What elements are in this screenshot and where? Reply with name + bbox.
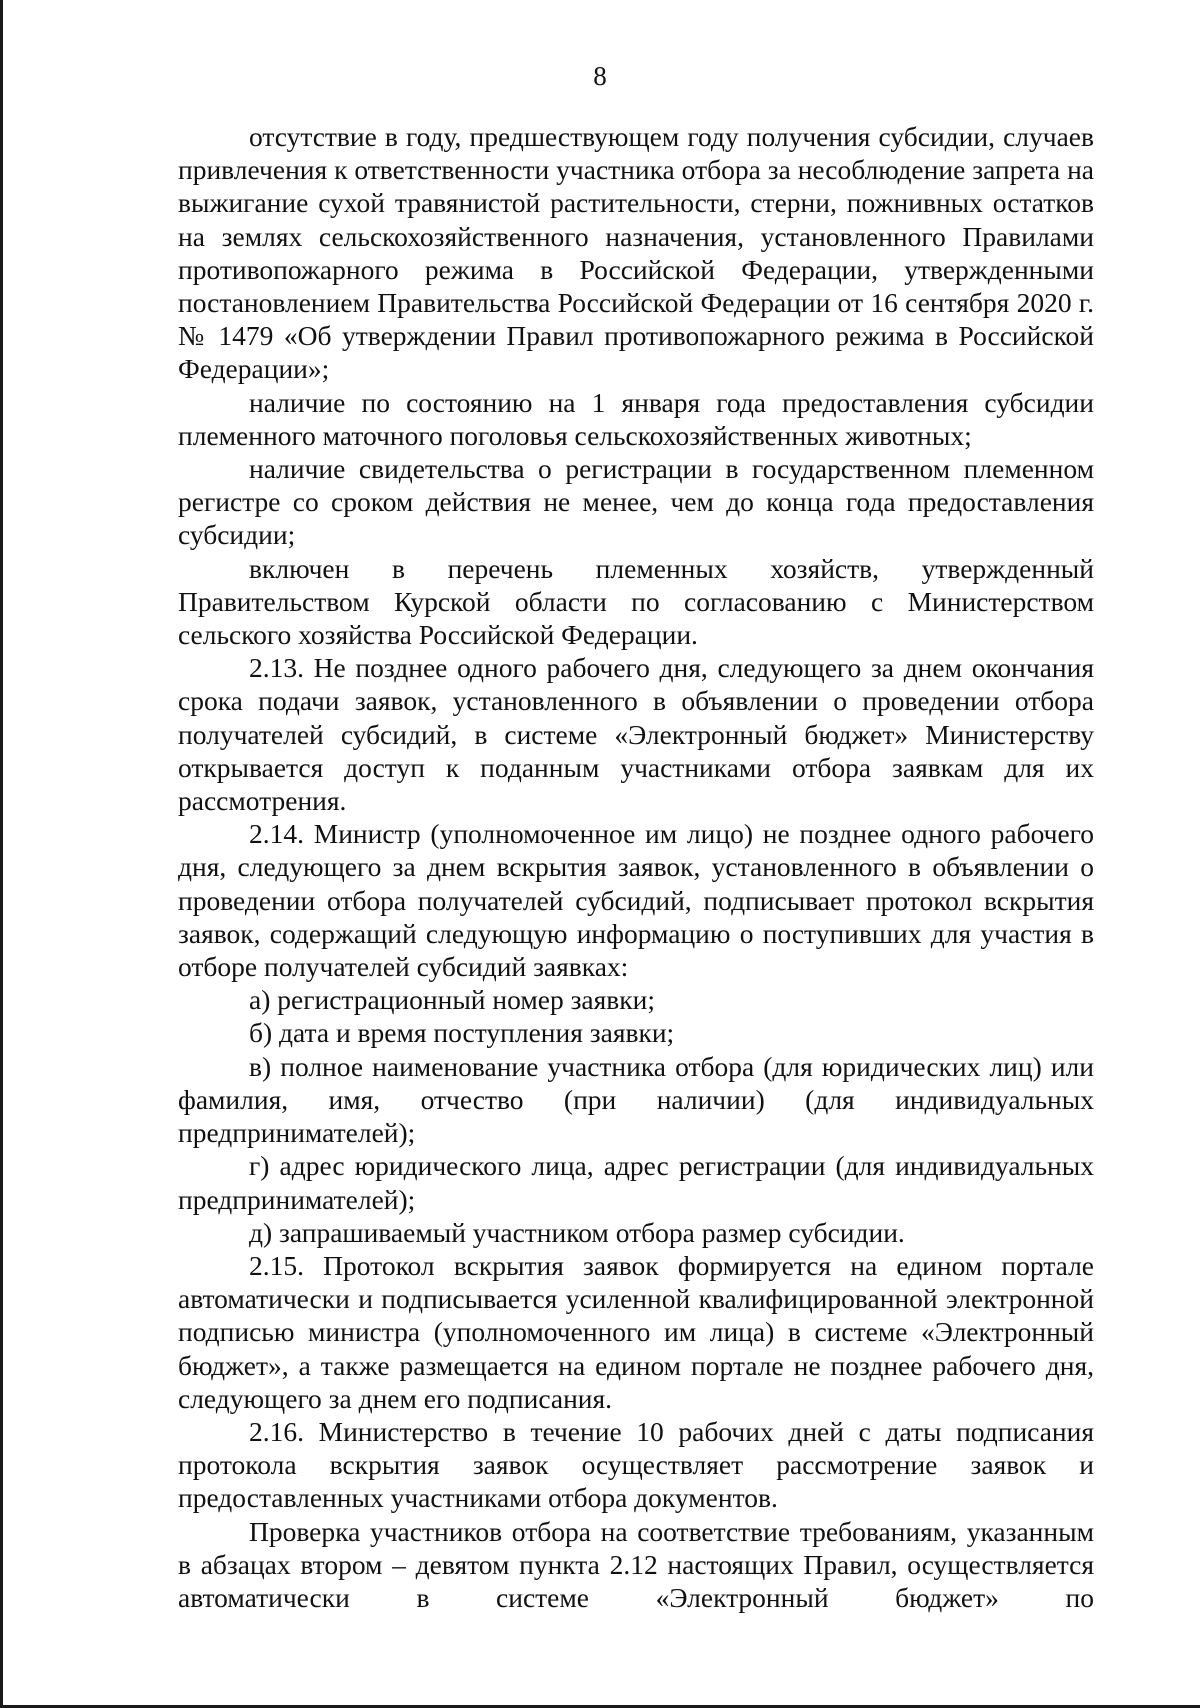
paragraph: б) дата и время поступления заявки;	[249, 1017, 675, 1049]
paragraph: наличие по состоянию на 1 января года предоставления субсидии племенного маточного поголовья сельскохозяйственных животных;	[178, 386, 1094, 451]
paragraph: 2.16. Министерство в течение 10 рабочих дней с даты подписания протокола вскрытия заявок осуществляет рассмотрение заявок и предоставленных участниками отбора документов.	[178, 1415, 1094, 1514]
paragraph: 2.13. Не позднее одного рабочего дня, следующего за днем окончания срока подачи заявок, установленного в объявлении о проведении отбора получателей субсидий, в системе «Электронный бюджет» Министерству открывается доступ к поданным участниками отбора заявкам для их рассмотрения.	[178, 652, 1094, 817]
paragraph: отсутствие в году, предшествующем году получения субсидии, случаев привлечения к ответственности участника отбора за несоблюдение запрета на выжигание сухой травянистой растительности, стерни, пожнивных остатков на землях сельскохозяйственного назначения, установленного Правилами противопожарного режима в Российской Федерации, утвержденными постановлением Правительства Российской Федерации от 16 сентября 2020 г. № 1479 «Об утверждении Правил противопожарного режима в Российской Федерации»;	[178, 121, 1094, 385]
scan-edge-left	[0, 0, 3, 1708]
paragraph: 2.15. Протокол вскрытия заявок формируется на едином портале автоматически и подписывается усиленной квалифицированной электронной подписью министра (уполномоченного им лица) в системе «Электронный бюджет», а также размещается на едином портале не позднее рабочего дня, следующего за днем его подписания.	[178, 1249, 1094, 1414]
paragraph: а) регистрационный номер заявки;	[249, 984, 655, 1016]
paragraph: наличие свидетельства о регистрации в государственном племенном регистре со сроком действия не менее, чем до конца года предоставления субсидии;	[178, 453, 1094, 551]
document-body	[178, 120, 1094, 1614]
page-number: 8	[593, 61, 607, 91]
paragraph: г) адрес юридического лица, адрес регистрации (для индивидуальных предпринимателей);	[178, 1150, 1094, 1215]
paragraph: включен в перечень племенных хозяйств, утвержденный Правительством Курской области по согласованию с Министерством сельского хозяйства Российской Федерации.	[178, 552, 1094, 651]
paragraph: 2.14. Министр (уполномоченное им лицо) не позднее одного рабочего дня, следующего за днем вскрытия заявок, установленного в объявлении о проведении отбора получателей субсидий, подписывает протокол вскрытия заявок, содержащий следующую информацию о поступивших для участия в отборе получателей субсидий заявках:	[178, 818, 1094, 983]
paragraph: Проверка участников отбора на соответствие требованиям, указанным в абзацах втором – девятом пункта 2.12 настоящих Правил, осуществляется автоматически в системе «Электронный бюджет» по	[178, 1515, 1094, 1613]
paragraph: в) полное наименование участника отбора (для юридических лиц) или фамилия, имя, отчество (при наличии) (для индивидуальных предпринимателей);	[178, 1050, 1094, 1149]
paragraph: д) запрашиваемый участником отбора размер субсидии.	[249, 1216, 905, 1248]
